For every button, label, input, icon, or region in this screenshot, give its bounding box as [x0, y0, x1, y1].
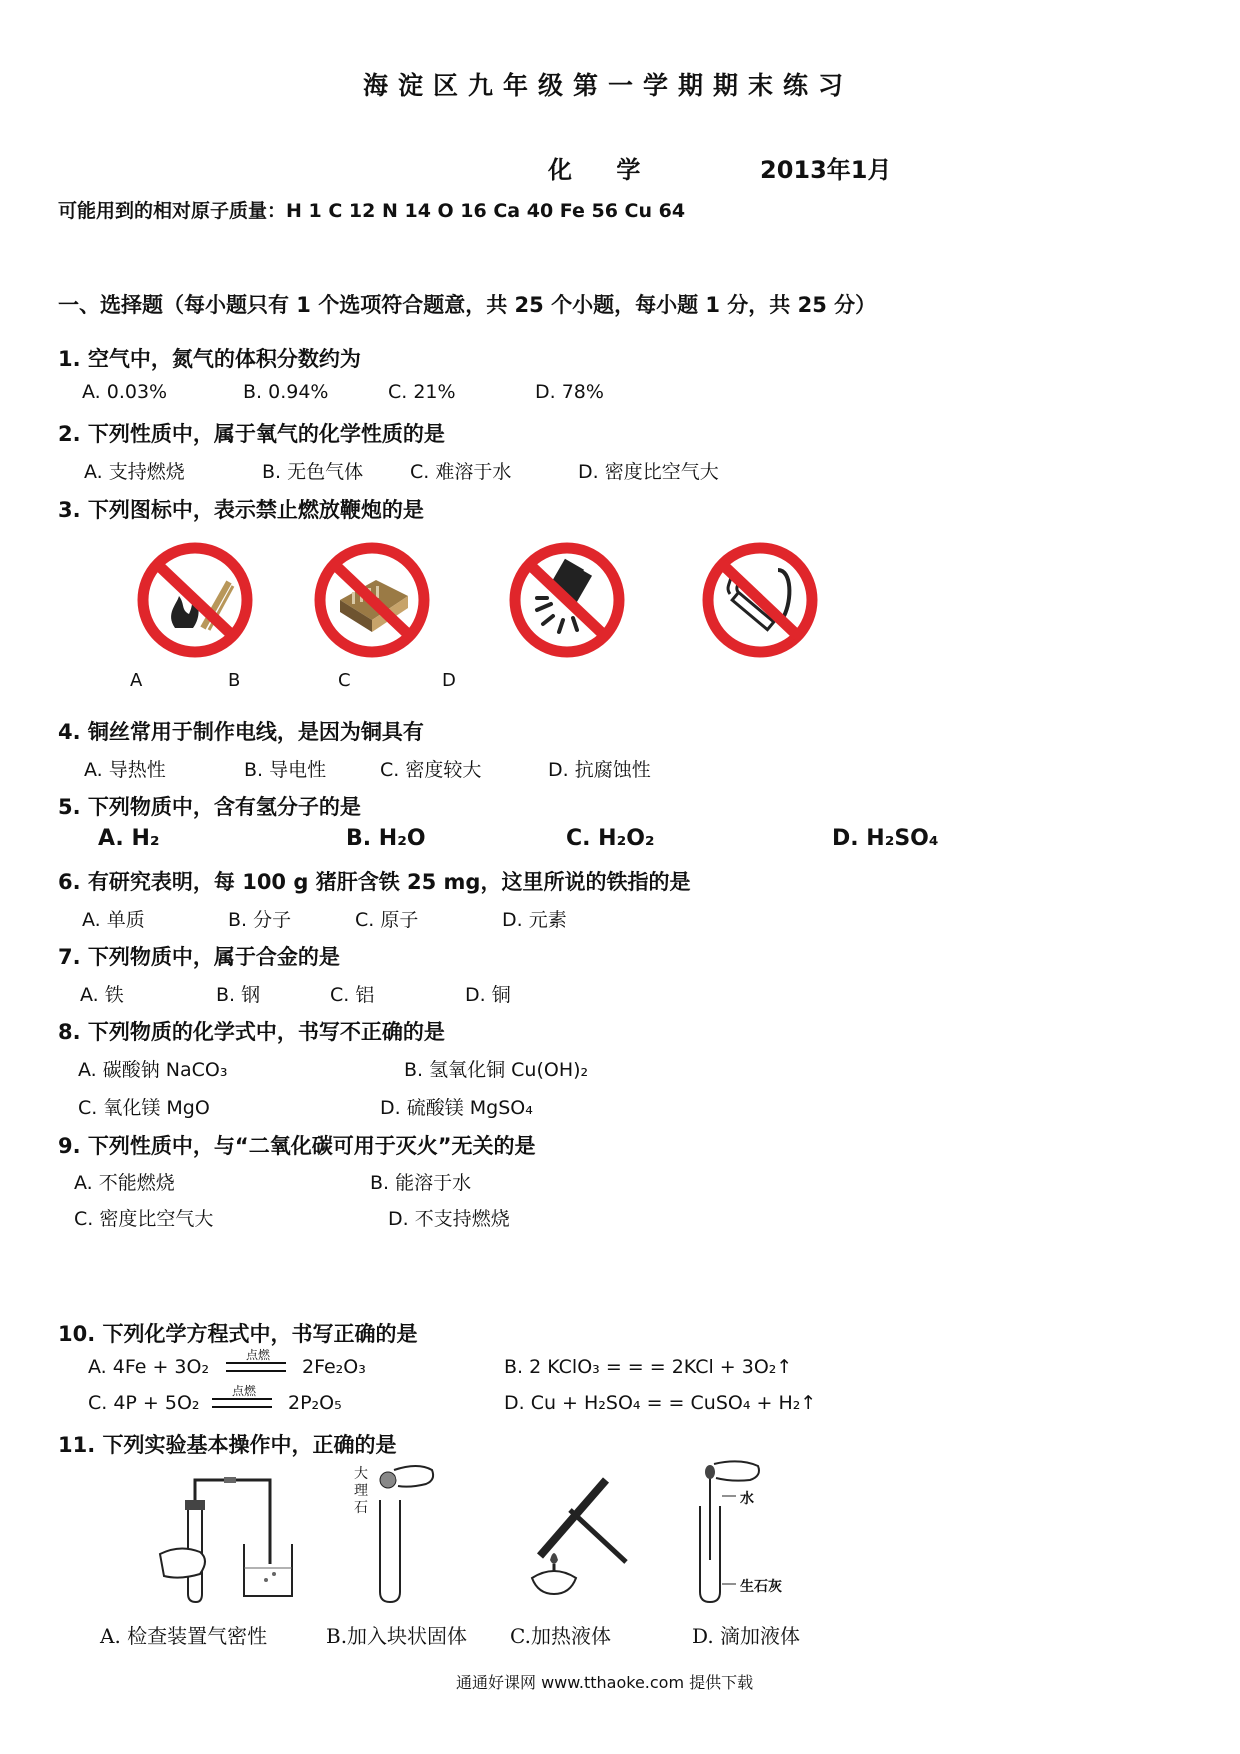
- q11-option-a: A. 检查装置气密性: [100, 1624, 268, 1648]
- airtightness-check-illustration: [140, 1464, 300, 1604]
- q10-option-c-left: C. 4P + 5O₂: [88, 1392, 200, 1414]
- subject-label: 化 学: [548, 156, 659, 184]
- q2-option-b: B. 无色气体: [262, 461, 364, 483]
- q10-option-a-left: A. 4Fe + 3O₂: [88, 1356, 210, 1378]
- no-firecrackers-sign-icon: [507, 540, 627, 660]
- q4-option-a: A. 导热性: [84, 759, 166, 781]
- q7-option-d: D. 铜: [465, 984, 511, 1006]
- q6-option-c: C. 原子: [355, 909, 419, 931]
- q11-option-d: D. 滴加液体: [692, 1624, 801, 1648]
- q1-option-b: B. 0.94%: [243, 381, 329, 403]
- q1-option-a: A. 0.03%: [82, 381, 168, 403]
- exam-date: 2013年1月: [760, 156, 892, 184]
- question-4: 4. 铜丝常用于制作电线，是因为铜具有: [58, 720, 424, 744]
- q5-option-b: B. H₂O: [346, 826, 426, 851]
- question-2: 2. 下列性质中，属于氧气的化学性质的是: [58, 422, 445, 446]
- q4-option-d: D. 抗腐蚀性: [548, 759, 651, 781]
- q5-option-a: A. H₂: [98, 826, 160, 851]
- q10-option-c-right: 2P₂O₅: [288, 1392, 342, 1414]
- q10-a-condition: 点燃: [246, 1348, 271, 1362]
- q5-option-c: C. H₂O₂: [566, 826, 655, 851]
- question-3: 3. 下列图标中，表示禁止燃放鞭炮的是: [58, 498, 424, 522]
- q2-option-d: D. 密度比空气大: [578, 461, 719, 483]
- no-fire-sign-icon: [135, 540, 255, 660]
- q3-label-b: B: [228, 670, 241, 691]
- question-10: 10. 下列化学方程式中，书写正确的是: [58, 1322, 418, 1346]
- question-1: 1. 空气中，氮气的体积分数约为: [58, 347, 361, 371]
- no-matches-sign-icon: [312, 540, 432, 660]
- q9-option-a: A. 不能燃烧: [74, 1172, 175, 1194]
- water-label: 水: [740, 1491, 754, 1507]
- q10-option-a-right: 2Fe₂O₃: [302, 1356, 366, 1378]
- q2-option-c: C. 难溶于水: [410, 461, 512, 483]
- q4-option-c: C. 密度较大: [380, 759, 482, 781]
- q5-option-d: D. H₂SO₄: [832, 826, 939, 851]
- marble-label: 大理石: [354, 1466, 368, 1516]
- q2-option-a: A. 支持燃烧: [84, 461, 185, 483]
- q3-label-d: D: [442, 670, 456, 691]
- q8-option-a: A. 碳酸钠 NaCO₃: [78, 1059, 228, 1081]
- question-5: 5. 下列物质中，含有氢分子的是: [58, 795, 361, 819]
- quicklime-label: 生石灰: [740, 1579, 782, 1595]
- question-7: 7. 下列物质中，属于合金的是: [58, 945, 340, 969]
- q8-option-b: B. 氢氧化铜 Cu(OH)₂: [404, 1059, 589, 1081]
- section-heading: 一、选择题（每小题只有 1 个选项符合题意，共 25 个小题，每小题 1 分，共 25 分）: [58, 293, 877, 317]
- question-8: 8. 下列物质的化学式中，书写不正确的是: [58, 1020, 445, 1044]
- q7-option-a: A. 铁: [80, 984, 124, 1006]
- page-footer: 通通好课网 www.tthaoke.com 提供下载: [456, 1673, 754, 1692]
- q9-option-b: B. 能溶于水: [370, 1172, 472, 1194]
- q7-option-b: B. 钢: [216, 984, 261, 1006]
- q10-c-equals: [212, 1398, 272, 1408]
- atomic-masses: 可能用到的相对原子质量：H 1 C 12 N 14 O 16 Ca 40 Fe 56 Cu 64: [58, 200, 686, 222]
- q10-c-condition: 点燃: [232, 1384, 257, 1398]
- q1-option-c: C. 21%: [388, 381, 456, 403]
- q9-option-d: D. 不支持燃烧: [388, 1208, 510, 1230]
- q10-a-equals: [226, 1362, 286, 1372]
- question-9: 9. 下列性质中，与“二氧化碳可用于灭火”无关的是: [58, 1134, 536, 1158]
- question-11: 11. 下列实验基本操作中，正确的是: [58, 1433, 397, 1457]
- q1-option-d: D. 78%: [535, 381, 604, 403]
- question-6: 6. 有研究表明，每 100 g 猪肝含铁 25 mg，这里所说的铁指的是: [58, 870, 691, 894]
- q4-option-b: B. 导电性: [244, 759, 327, 781]
- q10-option-b: B. 2 KClO₃ = = = 2KCl + 3O₂↑: [504, 1356, 793, 1378]
- q6-option-b: B. 分子: [228, 909, 292, 931]
- q11-option-b: B.加入块状固体: [326, 1624, 468, 1648]
- q10-option-d: D. Cu + H₂SO₄ = = CuSO₄ + H₂↑: [504, 1392, 817, 1414]
- q6-option-d: D. 元素: [502, 909, 567, 931]
- page-title: 海淀区九年级第一学期期末练习: [363, 71, 854, 100]
- no-smoking-sign-icon: [700, 540, 820, 660]
- q9-option-c: C. 密度比空气大: [74, 1208, 214, 1230]
- q8-option-d: D. 硫酸镁 MgSO₄: [380, 1097, 533, 1119]
- q6-option-a: A. 单质: [82, 909, 145, 931]
- q3-label-a: A: [130, 670, 143, 691]
- q3-label-c: C: [338, 670, 351, 691]
- heat-liquid-illustration: [510, 1460, 640, 1600]
- q11-option-c: C.加热液体: [510, 1624, 611, 1648]
- q7-option-c: C. 铝: [330, 984, 375, 1006]
- q8-option-c: C. 氧化镁 MgO: [78, 1097, 210, 1119]
